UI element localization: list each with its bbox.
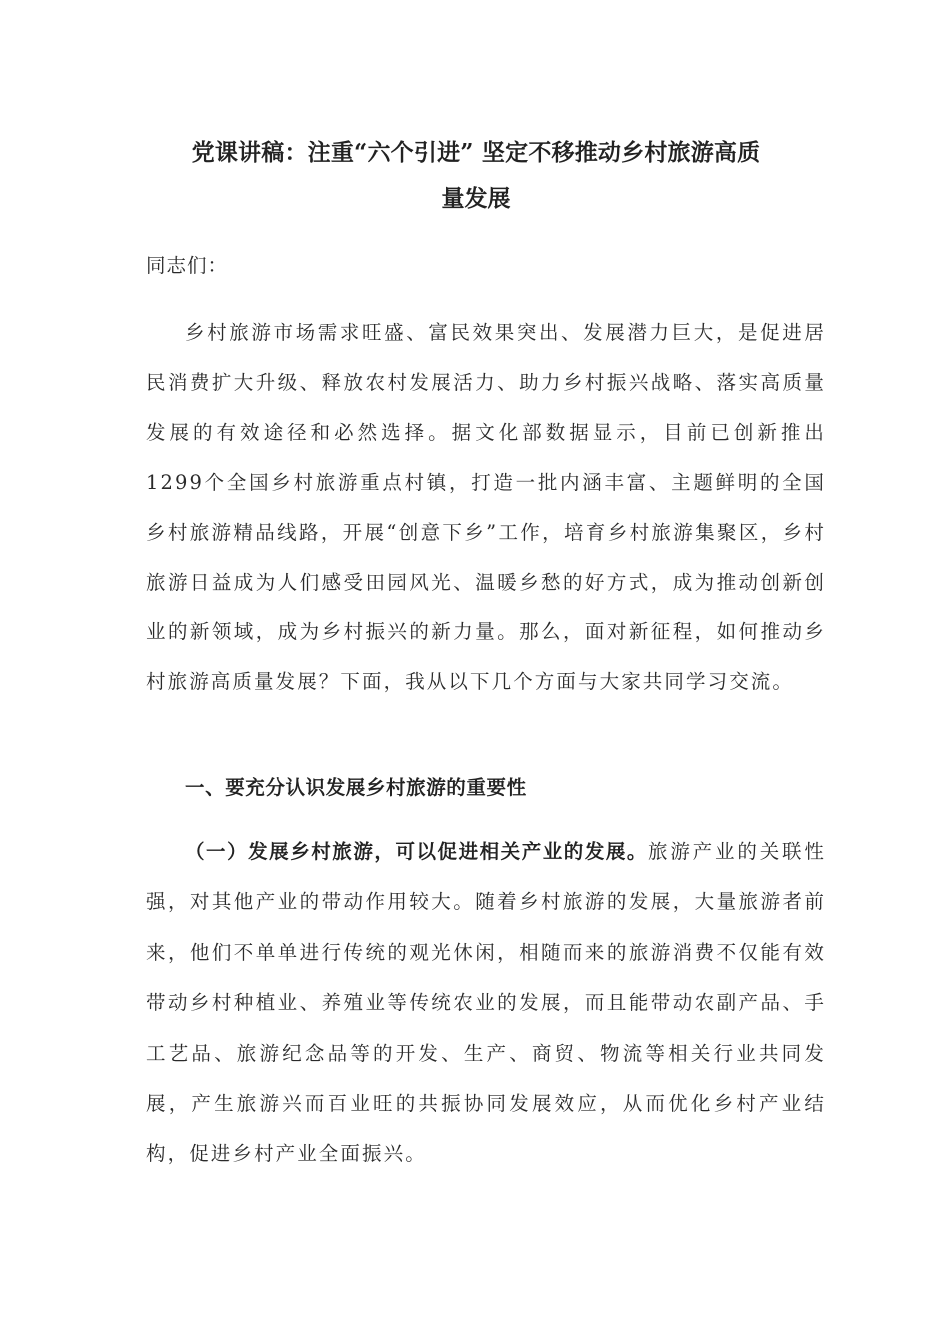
section-heading-1: 一、要充分认识发展乡村旅游的重要性 <box>185 776 527 799</box>
subsection-paragraph-1 <box>146 827 826 1180</box>
document-title <box>146 130 806 222</box>
subsection-body-1: 旅游产业的关联性强，对其他产业的带动作用较大。随着乡村旅游的发展，大量旅游者前来，他们不单单进行传统的观光休闲，相随而来的旅游消费不仅能有效带动乡村种植业、养殖业等传统农业的发展，而且能带动农副产品、手工艺品、旅游纪念品等的开发、生产、商贸、物流等相关行业共同发展，产生旅游兴而百业旺的共振协同发展效应，从而优化乡村产业结构，促进乡村产业全面振兴。 <box>146 840 826 1166</box>
intro-paragraph: 乡村旅游市场需求旺盛、富民效果突出、发展潜力巨大，是促进居民消费扩大升级、释放农村发展活力、助力乡村振兴战略、落实高质量发展的有效途径和必然选择。据文化部数据显示，目前已创新推出1299个全国乡村旅游重点村镇，打造一批内涵丰富、主题鲜明的全国乡村旅游精品线路，开展“创意下乡”工作，培育乡村旅游集聚区，乡村旅游日益成为人们感受田园风光、温暖乡愁的好方式，成为推动创新创业的新领域，成为乡村振兴的新力量。那么，面对新征程，如何推动乡村旅游高质量发展？下面，我从以下几个方面与大家共同学习交流。 <box>146 321 826 694</box>
salutation: 同志们： <box>146 254 229 277</box>
title-line-1: 党课讲稿：注重“六个引进” 坚定不移推动乡村旅游高质 <box>191 139 761 166</box>
subsection-lead-1: （一）发展乡村旅游，可以促进相关产业的发展。 <box>185 840 648 863</box>
title-line-2: 量发展 <box>441 185 511 212</box>
